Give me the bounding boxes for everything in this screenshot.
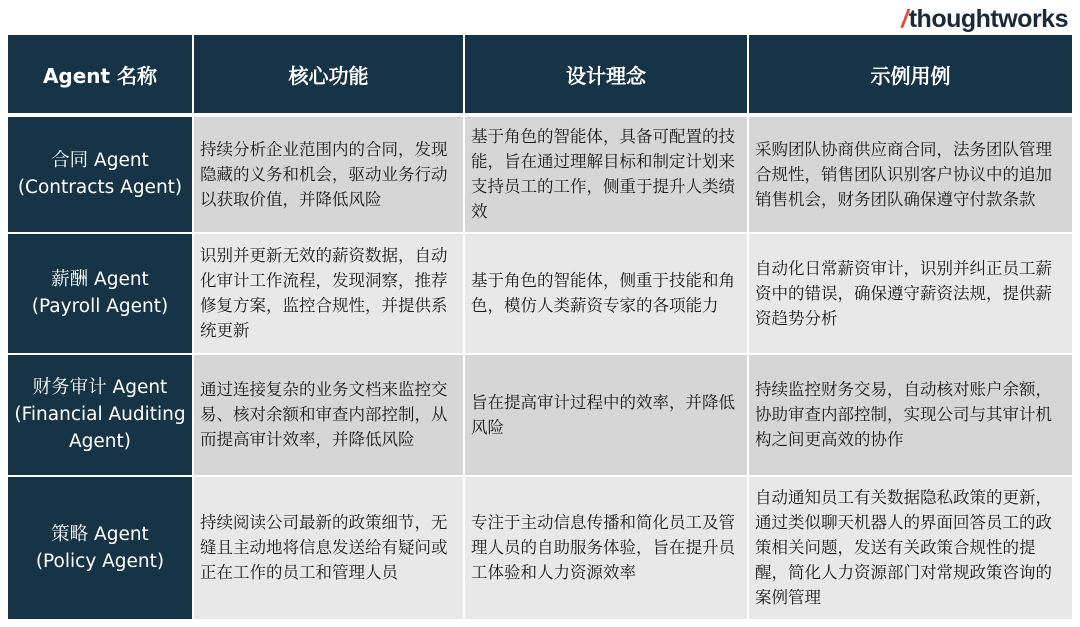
use-case-cell: 自动化日常薪资审计，识别并纠正员工薪资中的错误，确保遵守薪资法规，提供薪资趋势分析 <box>748 233 1072 354</box>
core-function-cell: 通过连接复杂的业务文档来监控交易、核对余额和审查内部控制，从而提高审计效率，并降低风险 <box>193 354 464 476</box>
header-core-function: 核心功能 <box>193 35 464 115</box>
core-function-cell: 识别并更新无效的薪资数据，自动化审计工作流程，发现洞察，推荐修复方案，监控合规性，并提供系统更新 <box>193 233 464 354</box>
agent-name-cell <box>8 354 193 476</box>
design-concept-cell: 旨在提高审计过程中的效率，并降低风险 <box>464 354 748 476</box>
thoughtworks-logo <box>901 4 1068 34</box>
table-row <box>8 354 1072 476</box>
design-concept-cell: 基于角色的智能体，具备可配置的技能，旨在通过理解目标和制定计划来支持员工的工作，侧重于提升人类绩效 <box>464 115 748 233</box>
table-header-row <box>8 35 1072 115</box>
use-case-cell: 采购团队协商供应商合同，法务团队管理合规性，销售团队识别客户协议中的追加销售机会，财务团队确保遵守付款条款 <box>748 115 1072 233</box>
agent-english-name: (Policy Agent) <box>35 550 165 572</box>
header-example-use-case: 示例用例 <box>748 35 1072 115</box>
table-row <box>8 476 1072 620</box>
agent-name: 薪酬 Agent <box>51 269 149 291</box>
header-design-concept: 设计理念 <box>464 35 748 115</box>
agent-name-cell <box>8 233 193 354</box>
use-case-cell: 持续监控财务交易，自动核对账户余额，协助审查内部控制，实现公司与其审计机构之间更高效的协作 <box>748 354 1072 476</box>
table-row <box>8 115 1072 233</box>
agent-english-name: (Contracts Agent) <box>17 177 183 199</box>
use-case-cell: 自动通知员工有关数据隐私政策的更新，通过类似聊天机器人的界面回答员工的政策相关问题，发送有关政策合规性的提醒，简化人力资源部门对常规政策咨询的案例管理 <box>748 476 1072 620</box>
core-function-cell: 持续分析企业范围内的合同，发现隐藏的义务和机会，驱动业务行动以获取价值，并降低风险 <box>193 115 464 233</box>
agent-name: 合同 Agent <box>51 150 149 172</box>
agent-name-cell <box>8 115 193 233</box>
design-concept-cell: 专注于主动信息传播和简化员工及管理人员的自助服务体验，旨在提升员工体验和人力资源效率 <box>464 476 748 620</box>
agent-comparison-table <box>8 35 1072 621</box>
agent-name: 财务审计 Agent <box>32 377 168 399</box>
table-row <box>8 233 1072 354</box>
design-concept-cell: 基于角色的智能体，侧重于技能和角色，模仿人类薪资专家的各项能力 <box>464 233 748 354</box>
agent-english-name: (Payroll Agent) <box>31 296 169 318</box>
logo-slash: / <box>901 4 908 33</box>
header-agent-name: Agent 名称 <box>8 35 193 115</box>
agent-name-cell <box>8 476 193 620</box>
agent-name: 策略 Agent <box>51 523 149 545</box>
core-function-cell: 持续阅读公司最新的政策细节，无缝且主动地将信息发送给有疑问或正在工作的员工和管理人员 <box>193 476 464 620</box>
agent-english-name: (Financial Auditing Agent) <box>14 404 186 453</box>
logo-wordmark: thoughtworks <box>908 4 1068 33</box>
